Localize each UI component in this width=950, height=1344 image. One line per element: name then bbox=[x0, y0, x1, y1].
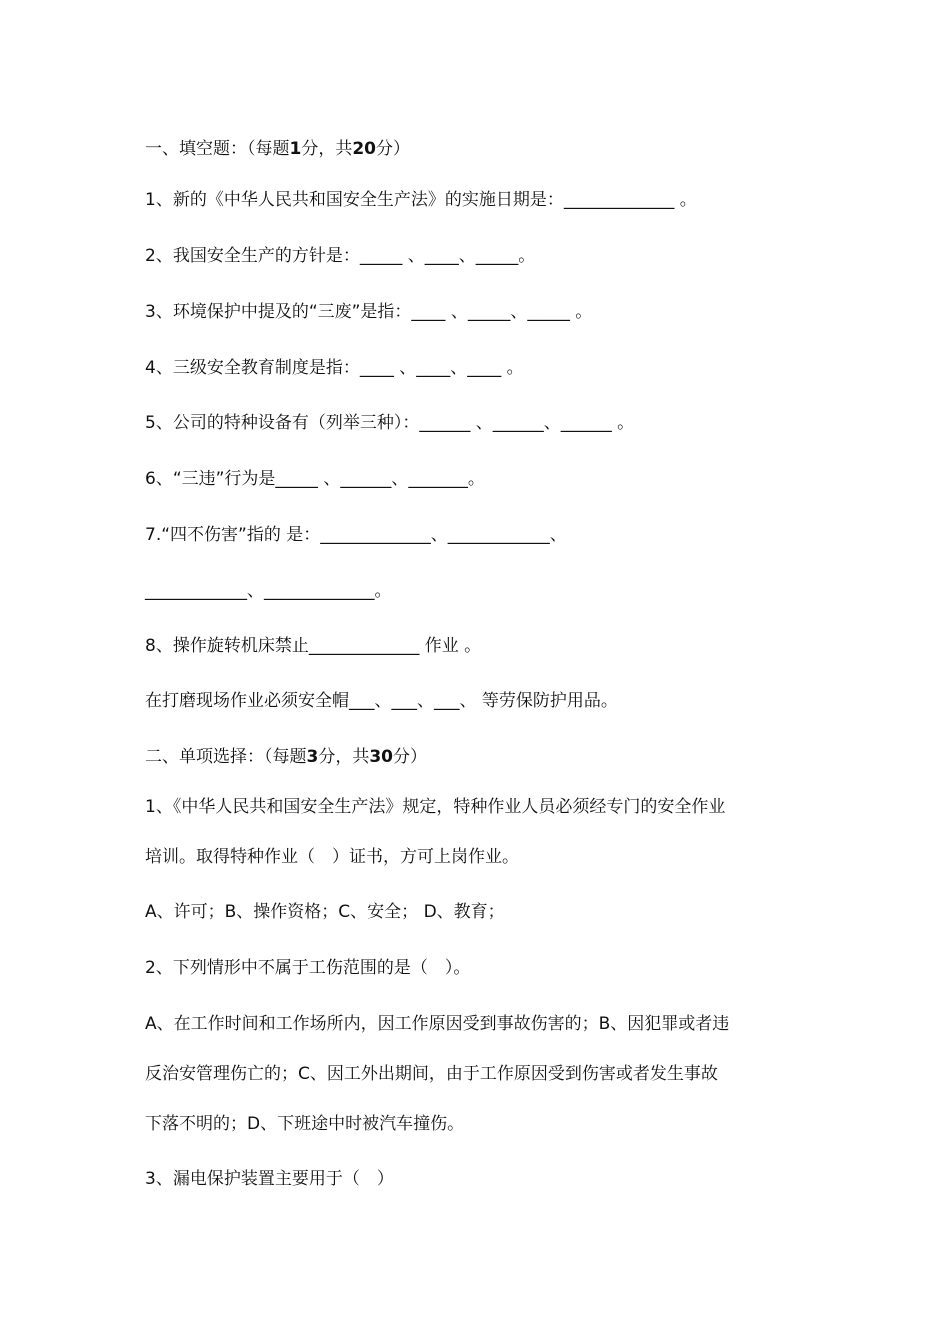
fill-in-question-5: 5、公司的特种设备有（列举三种）：______ 、______、______ 。 bbox=[145, 413, 635, 433]
fill-in-question-3: 3、环境保护中提及的“三废”是指：____ 、_____、_____ 。 bbox=[145, 302, 593, 322]
choice-question-2-options-end: 下落不明的；D、下班途中时被汽车撞伤。 bbox=[145, 1114, 465, 1134]
choice-question-3: 3、漏电保护装置主要用于（ ） bbox=[145, 1169, 394, 1189]
choice-question-1-cont: 培训。取得特种作业（ ）证书，方可上岗作业。 bbox=[145, 847, 519, 867]
section-2-heading: 二、单项选择：（每题3分，共30分） bbox=[145, 747, 428, 767]
choice-question-1-options: A、许可；B、操作资格；C、安全； D、教育； bbox=[145, 902, 505, 922]
fill-in-question-7-cont: ____________、_____________。 bbox=[145, 581, 392, 601]
choice-question-2-options: A、在工作时间和工作场所内，因工作原因受到事故伤害的；B、因犯罪或者违 bbox=[145, 1014, 730, 1034]
section-1-heading: 一、填空题：（每题1分，共20分） bbox=[145, 139, 411, 159]
choice-question-2: 2、下列情形中不属于工伤范围的是（ ）。 bbox=[145, 958, 471, 978]
fill-in-question-8: 8、操作旋转机床禁止_____________ 作业 。 bbox=[145, 636, 482, 656]
fill-in-question-4: 4、三级安全教育制度是指：____ 、____、____ 。 bbox=[145, 358, 524, 378]
fill-in-question-9: 在打磨现场作业必须安全帽___、___、___、 等劳保防护用品。 bbox=[145, 691, 618, 711]
fill-in-question-7: 7.“四不伤害”指的 是：_____________、____________、 bbox=[145, 525, 567, 545]
fill-in-question-1: 1、新的《中华人民共和国安全生产法》的实施日期是：_____________ 。 bbox=[145, 190, 697, 210]
fill-in-question-6: 6、“三违”行为是_____ 、______、_______。 bbox=[145, 469, 485, 489]
fill-in-question-2: 2、我国安全生产的方针是：_____ 、____、_____。 bbox=[145, 246, 536, 266]
choice-question-2-options-cont: 反治安管理伤亡的；C、因工外出期间，由于工作原因受到伤害或者发生事故 bbox=[145, 1064, 718, 1084]
choice-question-1: 1、《中华人民共和国安全生产法》规定，特种作业人员必须经专门的安全作业 bbox=[145, 797, 726, 817]
